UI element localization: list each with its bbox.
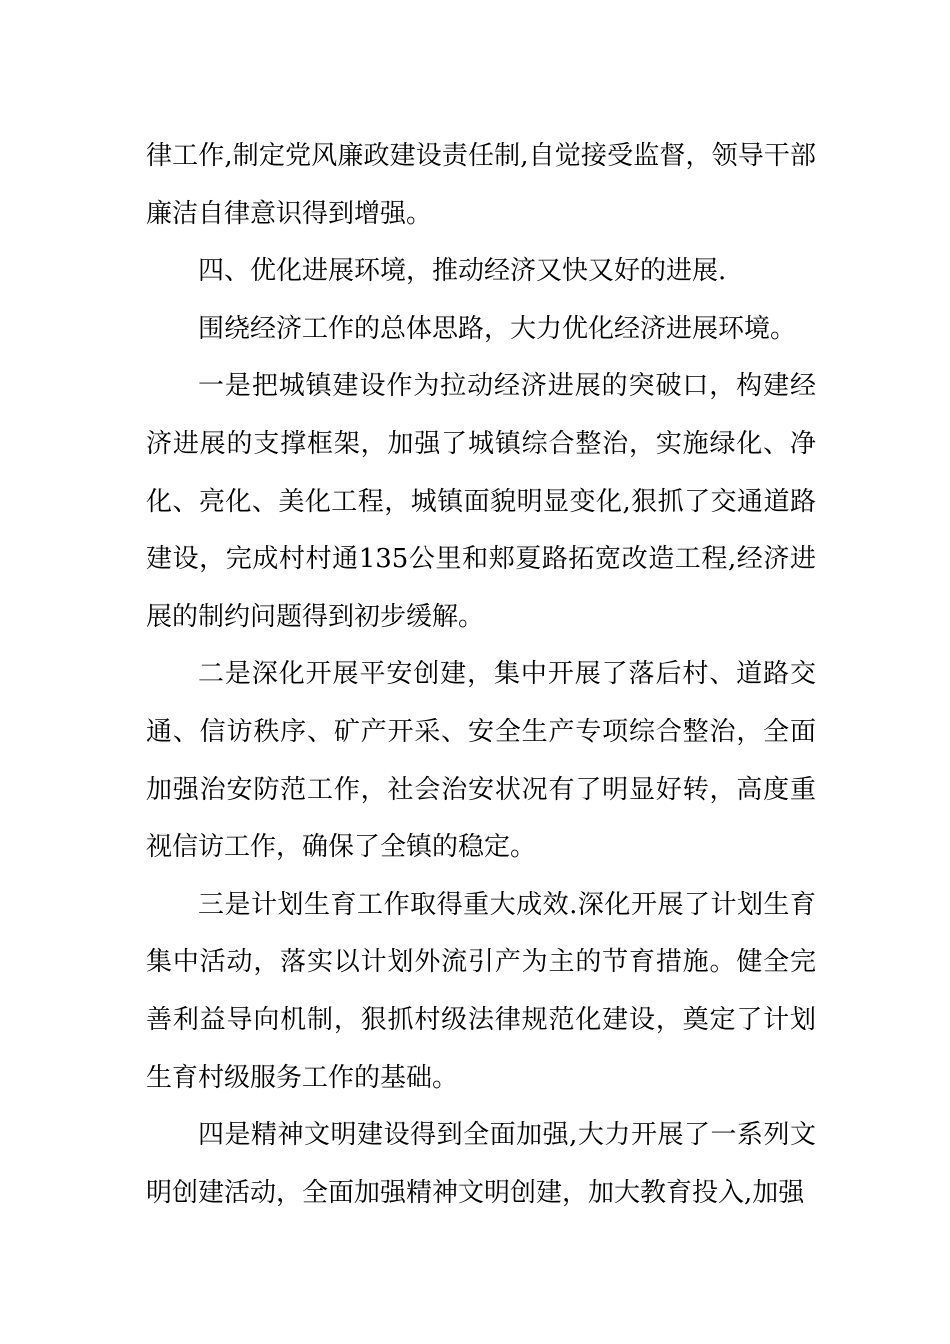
- document-body: [146, 128, 816, 1222]
- paragraph: 四是精神文明建设得到全面加强,大力开展了一系列文明创建活动，全面加强精神文明创建，加大教育投入,加强: [146, 1120, 816, 1208]
- paragraph: 围绕经济工作的总体思路，大力优化经济进展环境。: [198, 313, 797, 344]
- paragraph: 三是计划生育工作取得重大成效.深化开展了计划生育集中活动，落实以计划外流引产为主的节育措施。健全完善利益导向机制，狠抓村级法律规范化建设，奠定了计划生育村级服务工作的基础。: [146, 889, 816, 1093]
- paragraph: 一是把城镇建设作为拉动经济进展的突破口，构建经济进展的支撑框架，加强了城镇综合整治，实施绿化、净化、亮化、美化工程，城镇面貌明显变化,狠抓了交通道路建设，完成村村通135公里和郏夏路拓宽改造工程,经济进展的制约问题得到初步缓解。: [146, 371, 816, 632]
- paragraph-continuation: 律工作,制定党风廉政建设责任制,自觉接受监督，领导干部廉洁自律意识得到增强。: [146, 141, 816, 229]
- section-heading: 四、优化进展环境，推动经济又快又好的进展.: [198, 256, 727, 287]
- paragraph: 二是深化开展平安创建，集中开展了落后村、道路交通、信访秩序、矿产开采、安全生产专项综合整治，全面加强治安防范工作，社会治安状况有了明显好转，高度重视信访工作，确保了全镇的稳定。: [146, 659, 816, 863]
